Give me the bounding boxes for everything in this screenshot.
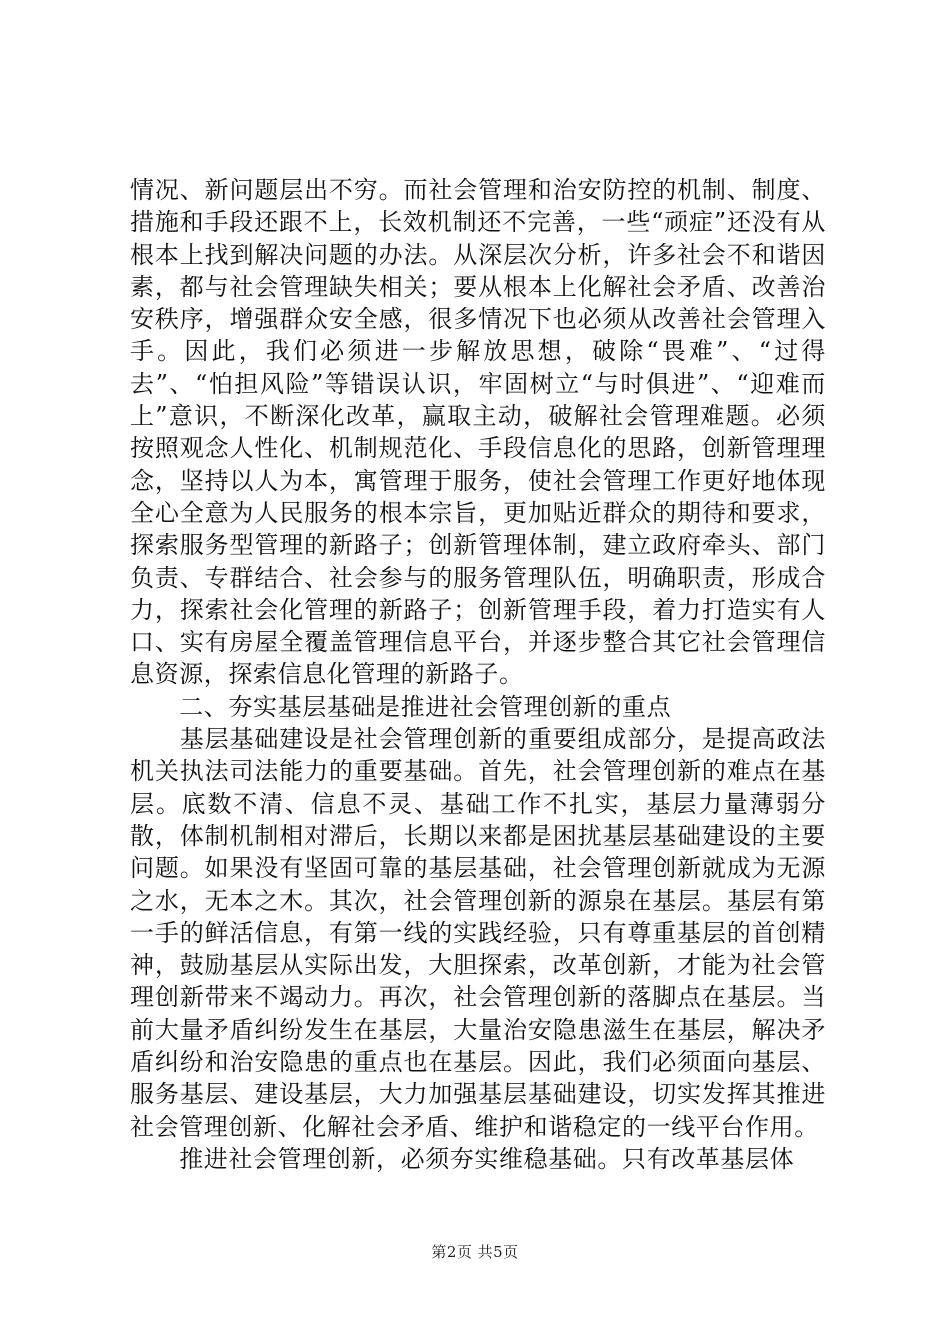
paragraph-stability-foundation: 推进社会管理创新，必须夯实维稳基础。只有改革基层体: [130, 1144, 795, 1173]
document-body: [130, 174, 826, 1175]
section-heading-grassroots: 二、夯实基层基础是推进社会管理创新的重点: [130, 692, 672, 721]
paragraph-grassroots-foundation: 基层基础建设是社会管理创新的重要组成部分，是提高政法机关执法司法能力的重要基础。首先，社会管理创新的难点在基层。底数不清、信息不灵、基础工作不扎实，基层力量薄弱分散，体制机制相对滞后，长期以来都是困扰基层基础建设的主要问题。如果没有坚固可靠的基层基础，社会管理创新就成为无源之水，无本之木。其次，社会管理创新的源泉在基层。基层有第一手的鲜活信息，有第一线的实践经验，只有尊重基层的首创精神，鼓励基层从实际出发，大胆探索，改革创新，才能为社会管理创新带来不竭动力。再次，社会管理创新的落脚点在基层。当前大量矛盾纠纷发生在基层，大量治安隐患滋生在基层，解决矛盾纠纷和治安隐患的重点也在基层。因此，我们必须面向基层、服务基层、建设基层，大力加强基层基础建设，切实发挥其推进社会管理创新、化解社会矛盾、维护和谐稳定的一线平台作用。: [130, 725, 826, 1141]
page-footer: 第2页 共5页: [431, 1243, 519, 1261]
paragraph-social-management: 情况、新问题层出不穷。而社会管理和治安防控的机制、制度、措施和手段还跟不上，长效机制还不完善，一些“顽症”还没有从根本上找到解决问题的办法。从深层次分析，许多社会不和谐因素，都与社会管理缺失相关；要从根本上化解社会矛盾、改善治安秩序，增强群众安全感，很多情况下也必须从改善社会管理入手。因此，我们必须进一步解放思想，破除“畏难”、“过得去”、“怕担风险”等错误认识，牢固树立“与时俱进”、“迎难而上”意识，不断深化改革，赢取主动，破解社会管理难题。必须按照观念人性化、机制规范化、手段信息化的思路，创新管理理念，坚持以人为本，寓管理于服务，使社会管理工作更好地体现全心全意为人民服务的根本宗旨，更加贴近群众的期待和要求，探索服务型管理的新路子；创新管理体制，建立政府牵头、部门负责、专群结合、社会参与的服务管理队伍，明确职责，形成合力，探索社会化管理的新路子；创新管理手段，着力打造实有人口、实有房屋全覆盖管理信息平台，并逐步整合其它社会管理信息资源，探索信息化管理的新路子。: [130, 176, 826, 689]
